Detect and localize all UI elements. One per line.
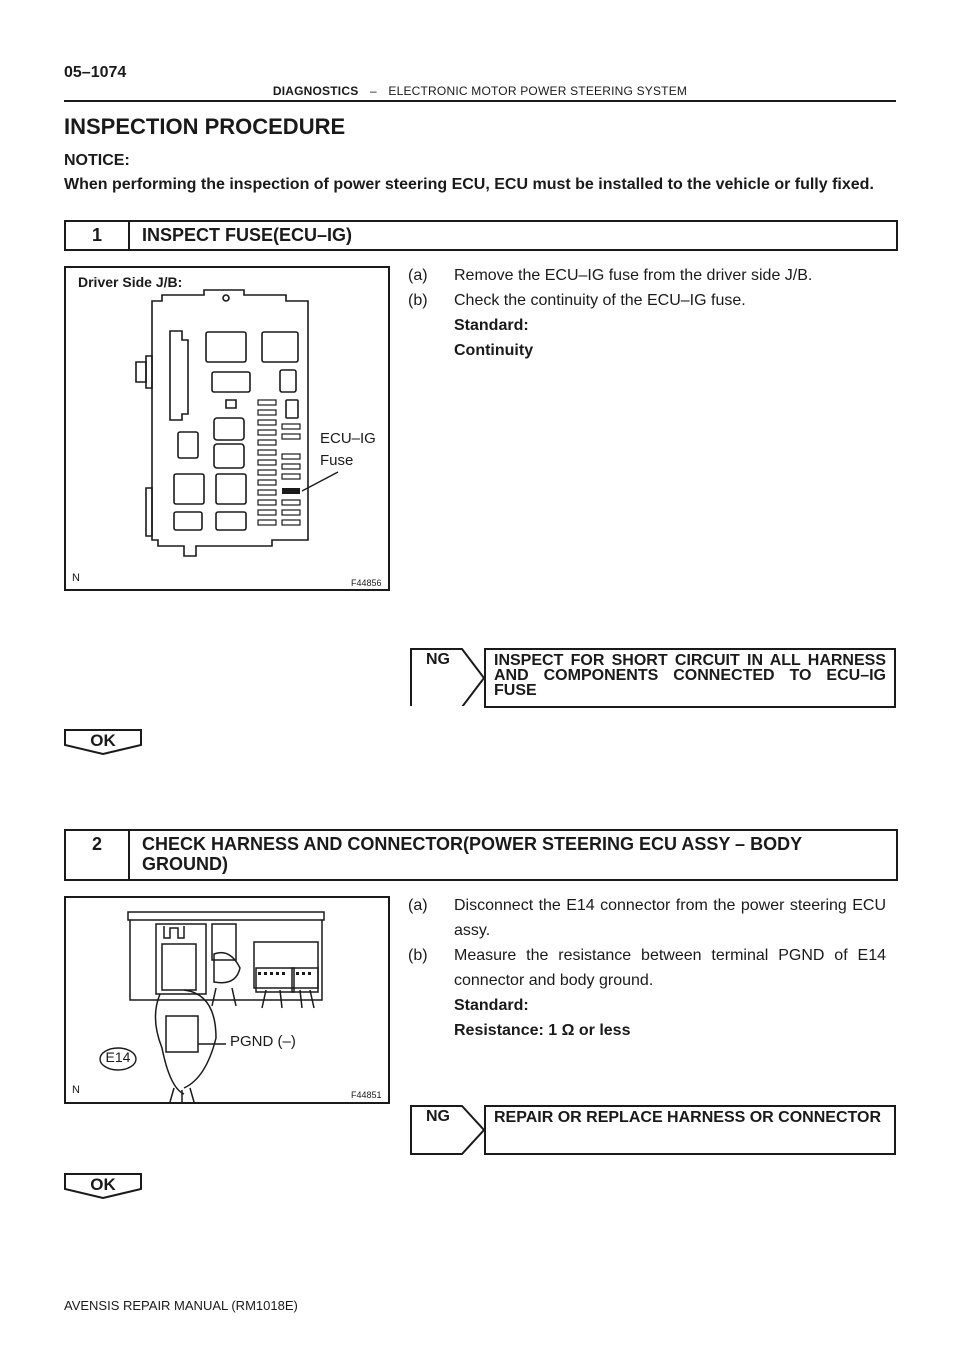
- running-header: [0, 84, 960, 98]
- step-1-instructions: [408, 263, 886, 363]
- ng-label: NG: [426, 1108, 450, 1125]
- notice-label: NOTICE:: [64, 152, 130, 169]
- instruction-text: Remove the ECU–IG fuse from the driver side J/B.: [454, 267, 813, 284]
- step-1-title: INSPECT FUSE(ECU–IG): [142, 225, 353, 245]
- fuse-callout: [320, 428, 376, 472]
- fuse-box-figure: [64, 266, 390, 591]
- instruction-label: (b): [408, 292, 428, 309]
- instruction-item: [408, 943, 886, 993]
- connector-id: E14: [105, 1049, 131, 1065]
- instruction-item: [408, 263, 886, 288]
- step-2-instructions: [408, 893, 886, 1043]
- standard-value: Continuity: [454, 342, 534, 359]
- instruction-item: [408, 288, 886, 313]
- standard-label: Standard:: [454, 317, 529, 334]
- step-1-header: [64, 220, 898, 251]
- instruction-label: (a): [408, 897, 428, 914]
- header-subsection: ELECTRONIC MOTOR POWER STEERING SYSTEM: [388, 84, 688, 98]
- connector-figure: [64, 896, 390, 1104]
- ok-label: OK: [90, 1175, 116, 1194]
- standard-value: Resistance: 1 Ω or less: [454, 1022, 631, 1039]
- header-dash: –: [369, 84, 377, 98]
- ng-action: REPAIR OR REPLACE HARNESS OR CONNECTOR: [484, 1105, 896, 1155]
- fuse-callout-line1: ECU–IG: [320, 430, 376, 447]
- page-number: 05–1074: [64, 64, 127, 81]
- instruction-label: (b): [408, 947, 428, 964]
- header-rule: [64, 100, 896, 102]
- page-title: INSPECTION PROCEDURE: [64, 114, 346, 139]
- step-2-number: 2: [66, 831, 130, 879]
- instruction-text: Disconnect the E14 connector from the power steering ECU assy.: [454, 897, 886, 939]
- pgnd-callout: PGND (–): [230, 1033, 296, 1050]
- instruction-text: Measure the resistance between terminal PGND of E14 connector and body ground.: [454, 947, 886, 989]
- ecu-connector-diagram: [66, 898, 388, 1102]
- ng-action: INSPECT FOR SHORT CIRCUIT IN ALL HARNESS AND COMPONENTS CONNECTED TO ECU–IG FUSE: [484, 648, 896, 708]
- header-section: DIAGNOSTICS: [272, 84, 359, 98]
- notice: [64, 149, 896, 197]
- step-2-title: CHECK HARNESS AND CONNECTOR(POWER STEERING ECU ASSY – BODY GROUND): [142, 834, 802, 874]
- step-1-number: 1: [66, 222, 130, 249]
- notice-text: When performing the inspection of power steering ECU, ECU must be installed to the vehicle or fully fixed.: [64, 176, 874, 193]
- figure-corner-mark: N: [72, 1084, 80, 1096]
- standard-label: Standard:: [454, 997, 529, 1014]
- fuse-callout-line2: Fuse: [320, 452, 354, 469]
- step-2-header: [64, 829, 898, 881]
- footer: AVENSIS REPAIR MANUAL (RM1018E): [64, 1298, 298, 1313]
- instruction-label: (a): [408, 267, 428, 284]
- instruction-item: [408, 893, 886, 943]
- figure-code: F44851: [351, 1090, 382, 1100]
- ng-label: NG: [426, 651, 450, 668]
- ok-label: OK: [90, 731, 116, 750]
- figure-code: F44856: [351, 578, 382, 588]
- instruction-text: Check the continuity of the ECU–IG fuse.: [454, 292, 746, 309]
- ecu-ig-fuse-highlight: [282, 488, 300, 494]
- figure-corner-mark: N: [72, 572, 80, 584]
- figure-label: Driver Side J/B:: [78, 274, 183, 290]
